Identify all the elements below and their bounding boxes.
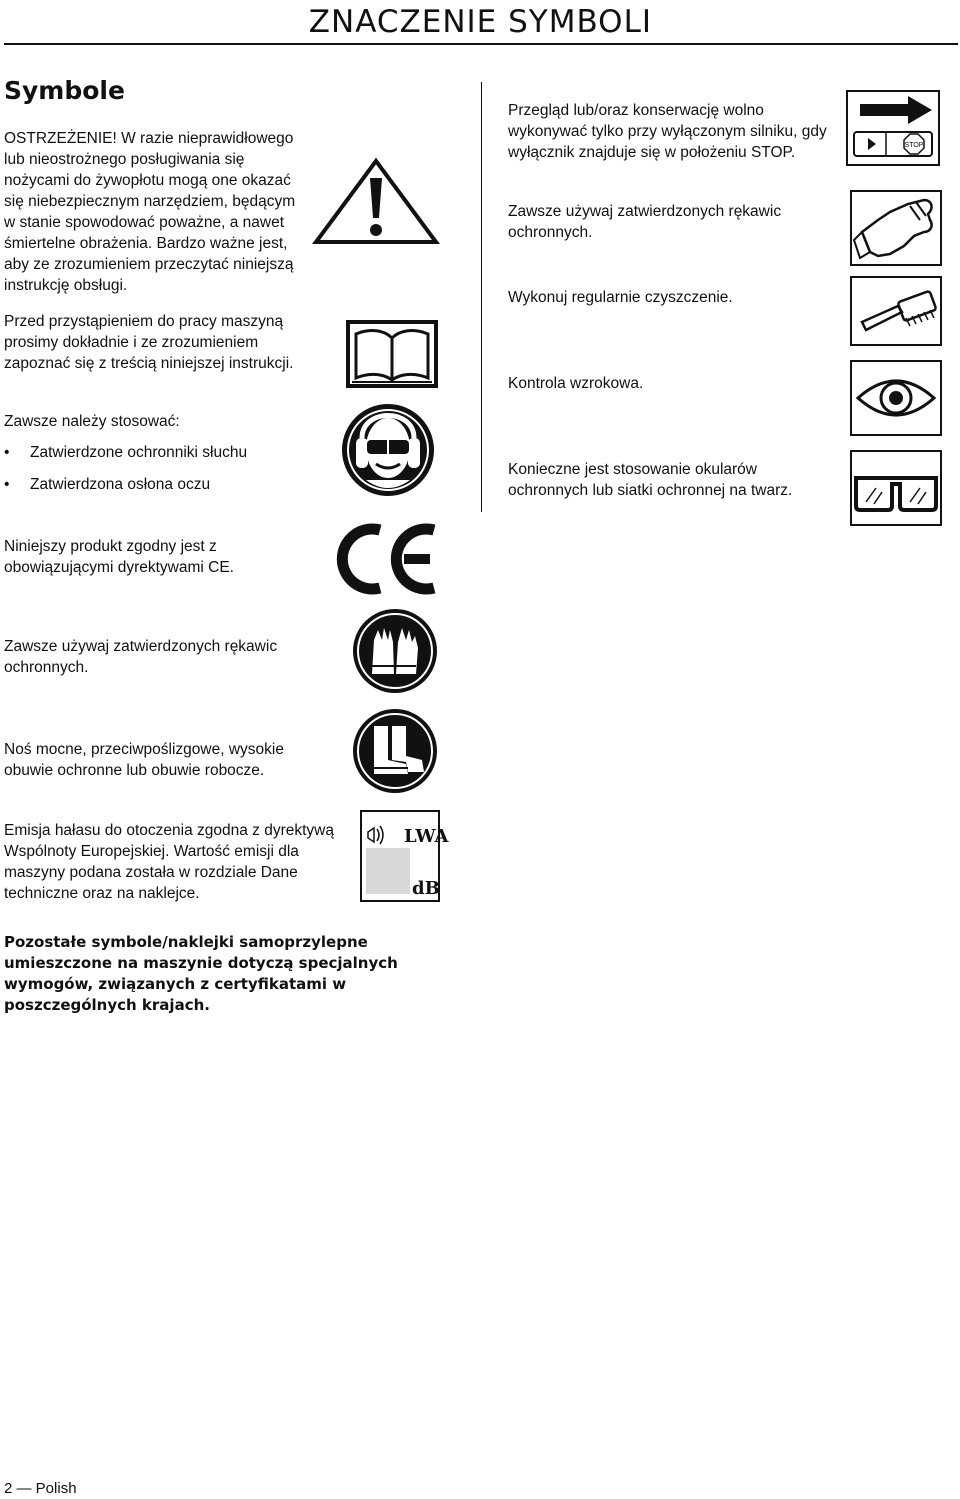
- ce-mark-icon: [336, 522, 440, 596]
- other-symbols-text: Pozostałe symbole/naklejki samoprzylepne umieszczone na maszynie dotyczą specjalnych wymogów, związanych z certyfikatami w poszczególnych krajach.: [4, 933, 398, 1014]
- protection-list: [4, 442, 247, 506]
- right-gloves-text: Zawsze używaj zatwierdzonych rękawic ochronnych.: [508, 203, 782, 241]
- gloves-icon: [352, 608, 438, 694]
- cleaning-text: Wykonuj regularnie czyszczenie.: [508, 289, 733, 306]
- page-footer: 2 — Polish: [4, 1480, 77, 1497]
- ear-eye-protection-icon: [340, 402, 436, 498]
- section-heading: Symbole: [4, 76, 125, 105]
- visual-check-text: Kontrola wzrokowa.: [508, 375, 644, 392]
- always-use-text: Zawsze należy stosować:: [4, 413, 180, 430]
- gloves-text: Zawsze używaj zatwierdzonych rękawic ochronnych.: [4, 638, 278, 676]
- list-item: • Zatwierdzone ochronniki słuchu: [4, 442, 247, 474]
- maintenance-text: Przegląd lub/oraz konserwację wolno wykonywać tylko przy wyłączonym silniku, gdy wyłącznik znajduje się w położeniu STOP.: [508, 102, 827, 161]
- warning-text: OSTRZEŻENIE! W razie nieprawidłowego lub nieostrożnego posługiwania się nożycami do żywopłotu mogą one okazać się niebezpiecznym narzędziem, będącym w stanie spowodować poważne, a nawet śmiertelne obrażenia. Bardzo ważne jest, aby ze zrozumieniem przeczytać niniejszą instrukcję obsługi.: [4, 130, 296, 294]
- noise-label-icon: [360, 810, 449, 902]
- boots-icon: [352, 708, 438, 794]
- boots-text: Noś mocne, przeciwpoślizgowe, wysokie obuwie ochronne lub obuwie robocze.: [4, 741, 284, 779]
- noise-lwa-label: LWA: [404, 826, 449, 847]
- noise-db-label: dB: [412, 878, 440, 899]
- glove-icon: [850, 190, 942, 266]
- column-divider: [481, 82, 482, 512]
- brush-icon: [850, 276, 942, 346]
- header-rule: [4, 43, 958, 45]
- list-item: • Zatwierdzona osłona oczu: [4, 474, 247, 506]
- ce-text: Niniejszy produkt zgodny jest z obowiązującymi dyrektywami CE.: [4, 538, 234, 576]
- noise-text: Emisja hałasu do otoczenia zgodna z dyrektywą Wspólnoty Europejskiej. Wartość emisji dla maszyny podana została w rozdziale Dane techniczne oraz na naklejce.: [4, 822, 334, 902]
- stop-switch-icon: [846, 90, 940, 166]
- warning-triangle-icon: [312, 156, 440, 246]
- page-title: ZNACZENIE SYMBOLI: [308, 4, 652, 40]
- eye-icon: [850, 360, 942, 436]
- goggles-icon: [850, 450, 942, 526]
- manual-text: Przed przystąpieniem do pracy maszyną prosimy dokładnie i ze zrozumieniem zapoznać się z treścią niniejszej instrukcji.: [4, 313, 294, 372]
- book-icon: [346, 320, 438, 388]
- stop-label: STOP: [904, 142, 924, 149]
- goggles-text: Konieczne jest stosowanie okularów ochronnych lub siatki ochronnej na twarz.: [508, 461, 793, 499]
